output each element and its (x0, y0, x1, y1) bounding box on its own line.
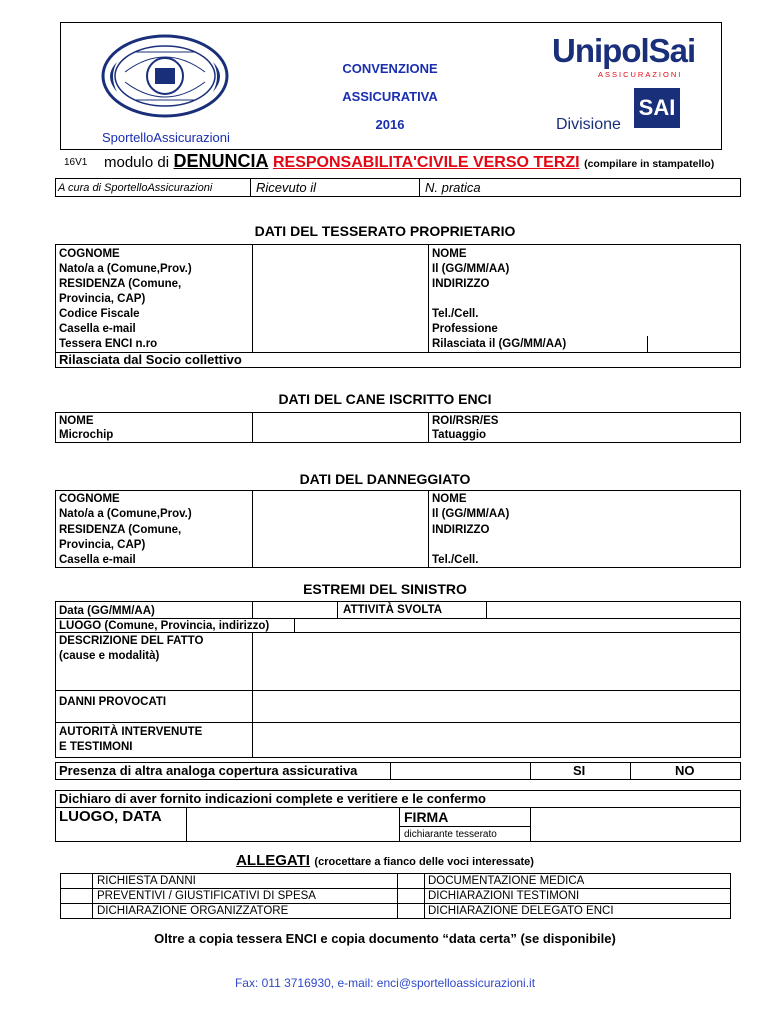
oltre-note: Oltre a copia tessera ENCI e copia documento “data certa” (se disponibile) (154, 931, 616, 946)
danneggiato-residenza: RESIDENZA (Comune, (59, 524, 182, 536)
section-cane-title: DATI DEL CANE ISCRITTO ENCI (278, 391, 492, 407)
tesserato-email: Casella e-mail (59, 323, 136, 335)
checkbox-dich-organizzatore[interactable] (62, 904, 92, 919)
sinistro-data: Data (GG/MM/AA) (59, 605, 155, 617)
danneggiato-cognome: COGNOME (59, 493, 120, 505)
danneggiato-provincia: Provincia, CAP) (59, 539, 146, 551)
sinistro-aut2: E TESTIMONI (59, 741, 133, 753)
dichiaro-luogo: LUOGO, DATA (59, 808, 162, 825)
unipolsai-assicurazioni: ASSICURAZIONI (598, 70, 683, 79)
divisione-label: Divisione (556, 116, 621, 133)
intake-ricevuto[interactable]: Ricevuto il (256, 180, 316, 195)
allegati-doc-medica: DOCUMENTAZIONE MEDICA (428, 875, 585, 887)
intake-cura: A cura di SportelloAssicurazioni (58, 182, 213, 194)
danneggiato-email: Casella e-mail (59, 554, 136, 566)
checkbox-preventivi[interactable] (62, 889, 92, 904)
conv-line2: ASSICURATIVA (342, 89, 438, 104)
form-prefix: modulo di (104, 154, 170, 171)
sinistro-luogo: LUOGO (Comune, Provincia, indirizzo) (59, 620, 270, 632)
footer-contacts: Fax: 011 3716930, e-mail: enci@sportelloassicurazioni.it (234, 976, 536, 990)
conv-line1: CONVENZIONE (342, 61, 438, 76)
allegati-dich-delegato: DICHIARAZIONE DELEGATO ENCI (428, 905, 614, 917)
danneggiato-tel: Tel./Cell. (432, 554, 479, 566)
section-danneggiato-title: DATI DEL DANNEGGIATO (299, 471, 471, 487)
danneggiato-il: Il (GG/MM/AA) (432, 508, 510, 520)
checkbox-dich-testimoni[interactable] (398, 889, 423, 904)
allegati-richiesta-danni: RICHIESTA DANNI (97, 875, 196, 887)
cane-tatuaggio: Tatuaggio (432, 429, 487, 441)
allegati-title: ALLEGATI (236, 852, 310, 869)
section-tesserato-title: DATI DEL TESSERATO PROPRIETARIO (254, 223, 516, 239)
form-denuncia: DENUNCIA (173, 151, 269, 171)
allegati-preventivi: PREVENTIVI / GIUSTIFICATIVI DI SPESA (97, 890, 316, 902)
cane-table (55, 412, 741, 443)
tesserato-nome: NOME (432, 248, 467, 260)
tesserato-nato: Nato/a a (Comune,Prov.) (59, 263, 192, 275)
allegati-dich-organizzatore: DICHIARAZIONE ORGANIZZATORE (97, 905, 289, 917)
logo-label: SportelloAssicurazioni (102, 130, 230, 145)
tesserato-indirizzo: INDIRIZZO (432, 278, 490, 290)
dichiaro-sub: dichiarante tesserato (404, 829, 497, 840)
tesserato-professione: Professione (432, 323, 498, 335)
tesserato-tel: Tel./Cell. (432, 308, 479, 320)
unipolsai-logo: UnipolSai (552, 32, 696, 69)
tesserato-tessera: Tessera ENCI n.ro (59, 338, 158, 350)
form-note: (compilare in stampatello) (584, 158, 715, 170)
tesserato-rilasciata-il: Rilasciata il (GG/MM/AA) (432, 338, 567, 350)
form-code: 16V1 (64, 157, 88, 168)
sinistro-descr2: (cause e modalità) (59, 650, 160, 662)
cane-microchip: Microchip (59, 429, 114, 441)
sai-logo (634, 88, 680, 128)
conv-year: 2016 (375, 117, 405, 132)
tesserato-codice-fiscale: Codice Fiscale (59, 308, 140, 320)
tesserato-residenza: RESIDENZA (Comune, (59, 278, 182, 290)
danneggiato-nato: Nato/a a (Comune,Prov.) (59, 508, 192, 520)
copertura-label: Presenza di altra analoga copertura assicurativa (59, 763, 358, 778)
sai-logo-text: SAI (638, 95, 676, 120)
sinistro-danni: DANNI PROVOCATI (59, 696, 167, 708)
copertura-no[interactable]: NO (675, 763, 695, 778)
form-title (104, 151, 714, 172)
cane-roi: ROI/RSR/ES (432, 415, 499, 427)
sinistro-descr1: DESCRIZIONE DEL FATTO (59, 635, 204, 647)
checkbox-richiesta-danni[interactable] (62, 874, 92, 889)
form-rest: RESPONSABILITA'CIVILE VERSO TERZI (272, 154, 580, 171)
enci-seal-logo (95, 32, 235, 120)
allegati-dich-testimoni: DICHIARAZIONI TESTIMONI (428, 890, 580, 902)
allegati-heading (0, 852, 770, 870)
section-sinistro-title: ESTREMI DEL SINISTRO (303, 581, 467, 597)
checkbox-dich-delegato[interactable] (398, 904, 423, 919)
danneggiato-indirizzo: INDIRIZZO (432, 524, 490, 536)
danneggiato-nome: NOME (432, 493, 467, 505)
intake-pratica[interactable]: N. pratica (425, 180, 481, 195)
tesserato-cognome: COGNOME (59, 248, 120, 260)
tesserato-provincia: Provincia, CAP) (59, 293, 146, 305)
dichiaro-firma: FIRMA (404, 809, 449, 825)
tesserato-il: Il (GG/MM/AA) (432, 263, 510, 275)
copertura-si[interactable]: SI (573, 763, 586, 778)
dichiaro-text: Dichiaro di aver fornito indicazioni complete e veritiere e le confermo (59, 791, 486, 806)
sinistro-aut1: AUTORITÀ INTERVENUTE (59, 726, 203, 738)
allegati-note: (crocettare a fianco delle voci interessate) (314, 856, 534, 868)
sinistro-attivita: ATTIVITÀ SVOLTA (343, 604, 443, 616)
cane-nome: NOME (59, 415, 94, 427)
tesserato-socio: Rilasciata dal Socio collettivo (59, 352, 242, 367)
checkbox-doc-medica[interactable] (398, 874, 423, 889)
